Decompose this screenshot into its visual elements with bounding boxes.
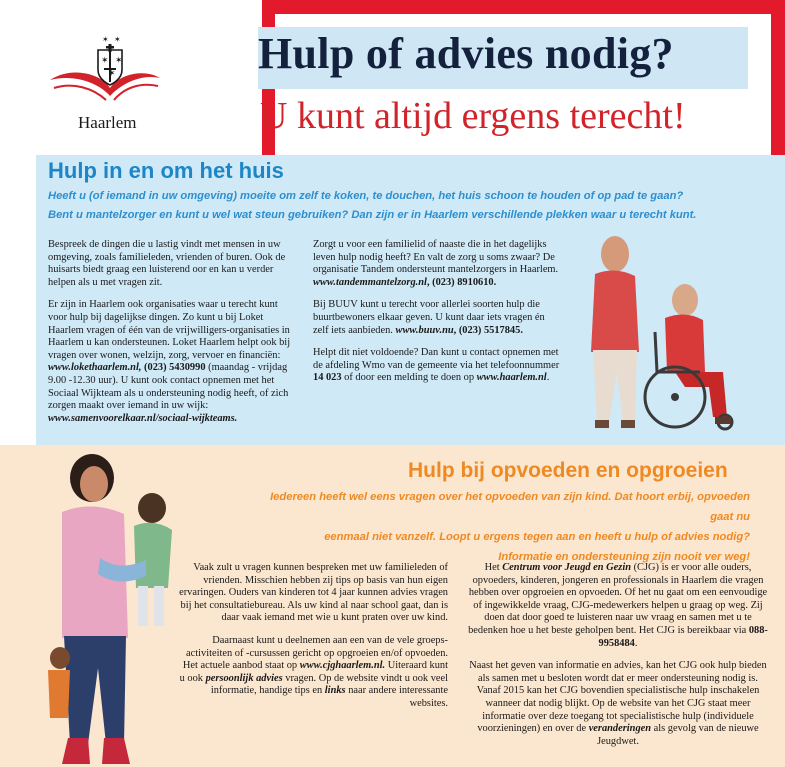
text: vragen. Op de website vindt u ook veel informatie, handige tips en	[210, 672, 448, 697]
section2-column2	[468, 562, 768, 758]
section1-intro	[48, 187, 728, 225]
tandem-phone: , (023) 8910610.	[426, 276, 497, 288]
text: Naast het geven van informatie en advies, kan het CJG ook hulp bieden als samen met u besloten wordt dat er meer ondersteuning nodig is. Vanaf 2015 kan het CJG bovendien specialistische hulp inschakelen wanneer dat nodig blijkt. Op de website van het CJG staat meer informatie over deze toegang tot specialistische hulp (individuele voorzieningen) en over de	[469, 660, 767, 735]
page-subtitle: U kunt altijd ergens terecht!	[260, 95, 686, 137]
text: .	[546, 372, 550, 384]
section2-intro	[250, 487, 750, 567]
svg-text:✶: ✶	[114, 35, 121, 44]
links-emphasis: links	[324, 685, 346, 697]
text: (maandag - vrijdag 9.00 -12.30 uur). U kunt ook contact opnemen met het Sociaal Wijkteam als u ondersteuning nodig heeft, of zich zorgen maakt over iemand in uw wijk:	[48, 362, 289, 412]
section1-col2-paragraph3	[313, 347, 561, 385]
text: (CJG) is er voor alle ouders, opvoeders, kinderen, jongeren en professionals in Haarlem die vragen hebben over opgroeien en opvoeden. Of het nu gaat om een eenvoudige of ingewikkelde vraag, CJG-medewerkers helpen u graag op weg. Zij doen dat door goed te luisteren naar uw vraag en samen met u te bedenken hoe u het beste geholpen bent. Het CJG is bereikbaar via	[468, 562, 768, 636]
section1-col2-paragraph1	[313, 239, 561, 289]
personal-advice-emphasis: persoonlijk advies	[205, 672, 283, 684]
section2-intro-line1: Iedereen heeft wel eens vragen over het opvoeden van zijn kind. Dat hoort erbij, opvoeden gaat nu	[270, 491, 750, 523]
loket-haarlem-link[interactable]: www.lokethaarlem.nl,	[48, 362, 142, 374]
text: Uiteraard kunt u ook	[179, 660, 448, 684]
section2-column1	[178, 562, 448, 721]
text: .	[634, 637, 638, 649]
elderly-people-illustration	[565, 222, 775, 444]
loket-phone: (023) 5430990	[144, 362, 206, 374]
page-title: Hulp of advies nodig?	[258, 29, 674, 78]
section2-col2-paragraph2	[468, 660, 768, 748]
section1-col1-paragraph1: Bespreek de dingen die u lastig vindt met mensen in uw omgeving, zoals familieleden, vrienden of buren. Ook de huisarts biedt graag een luisterend oor en kan u verder helpen als u met vragen zit.	[48, 239, 286, 288]
section2-col1-paragraph2	[178, 635, 448, 711]
svg-text:✶: ✶	[101, 56, 109, 66]
section2-intro-line3: Informatie en ondersteuning zijn nooit ver weg!	[498, 551, 750, 563]
wmo-phone: 14 023	[313, 372, 342, 384]
text: naar andere interessante websites.	[345, 685, 448, 709]
text: als gevolg van de nieuwe Jeugdwet.	[597, 723, 759, 747]
section1-col1-paragraph2	[48, 299, 296, 425]
changes-emphasis: veranderingen	[588, 723, 652, 735]
section1-intro-line2: Bent u mantelzorger en kunt u wel wat steun gebruiken? Dan zijn er in Haarlem verschillende plekken waar u terecht kunt.	[48, 209, 697, 221]
section2-intro-line2: eenmaal niet vanzelf. Loopt u ergens tegen aan en heeft u hulp of advies nodig?	[324, 531, 750, 543]
tandem-link[interactable]: www.tandemmantelzorg.nl	[313, 276, 427, 288]
svg-text:✶: ✶	[115, 56, 123, 66]
section1-column1	[48, 239, 296, 435]
text: Helpt dit niet voldoende? Dan kunt u contact opnemen met de afdeling Wmo van de gemeente via het telefoonnummer	[313, 347, 560, 371]
svg-text:✶: ✶	[102, 35, 109, 44]
sociaal-wijkteams-link[interactable]: www.samenvoorelkaar.nl/sociaal-wijkteams.	[48, 412, 238, 424]
section1-column2	[313, 239, 561, 395]
text: Daarnaast kunt u deelnemen aan een van de vele groeps-activiteiten of -cursussen gericht op opgroeien en/of opvoeden. Het actuele aanbod staat op	[182, 634, 448, 672]
buuv-link[interactable]: www.buuv.nu	[395, 324, 454, 336]
text: Bij BUUV kunt u terecht voor allerlei soorten hulp die buurtbewoners elkaar geven. U kunt daar iets vragen én zelf iets aanbieden.	[313, 299, 545, 336]
cjg-phone: 088-9958484	[598, 624, 768, 649]
section2-col2-paragraph1	[468, 562, 768, 650]
logo-name: Haarlem	[78, 113, 137, 132]
mother-children-illustration	[40, 448, 200, 767]
haarlem-coat-of-arms-icon	[48, 30, 168, 115]
section2-title: Hulp bij opvoeden en opgroeien	[408, 459, 728, 482]
cjg-haarlem-link[interactable]: www.cjghaarlem.nl.	[299, 660, 386, 672]
cjg-name-emphasis: Centrum voor Jeugd en Gezin	[502, 562, 631, 573]
buuv-phone: , (023) 5517845.	[453, 324, 523, 336]
section1-col2-paragraph2	[313, 299, 561, 337]
section1-title: Hulp in en om het huis	[48, 158, 284, 183]
text: Het	[484, 562, 503, 573]
svg-text:✶: ✶	[108, 69, 116, 79]
section2-col1-paragraph1: Vaak zult u vragen kunnen bespreken met uw familieleden of vrienden. Misschien hebben zij tips op basis van hun eigen ervaringen. Ouders van kinderen tot 4 jaar kunnen advies vragen bij het consultatiebureau. Als uw kind al naar school gaat, dan is daar vaak iemand met wie u kunt praten over uw kind.	[179, 562, 448, 624]
text: Er zijn in Haarlem ook organisaties waar u terecht kunt voor hulp bij dagelijkse dingen. Zo kunt u bij Loket Haarlem vragen of één van de vrijwilligers-organisaties in Haarlem u kan ondersteunen. Loket Haarlem helpt ook bij vragen over wonen, welzijn, zorg, vervoer en financiën:	[48, 299, 291, 361]
haarlem-link[interactable]: www.haarlem.nl	[476, 372, 547, 384]
text: Zorgt u voor een familielid of naaste die in het dagelijks leven hulp nodig heeft? En valt de zorg u soms zwaar? De organisatie Tandem ondersteunt mantelzorgers in Haarlem.	[313, 239, 559, 276]
text: of door een melding te doen op	[341, 372, 477, 384]
section1-intro-line1: Heeft u (of iemand in uw omgeving) moeite om zelf te koken, te douchen, het huis schoon te houden of op pad te gaan?	[48, 190, 684, 202]
